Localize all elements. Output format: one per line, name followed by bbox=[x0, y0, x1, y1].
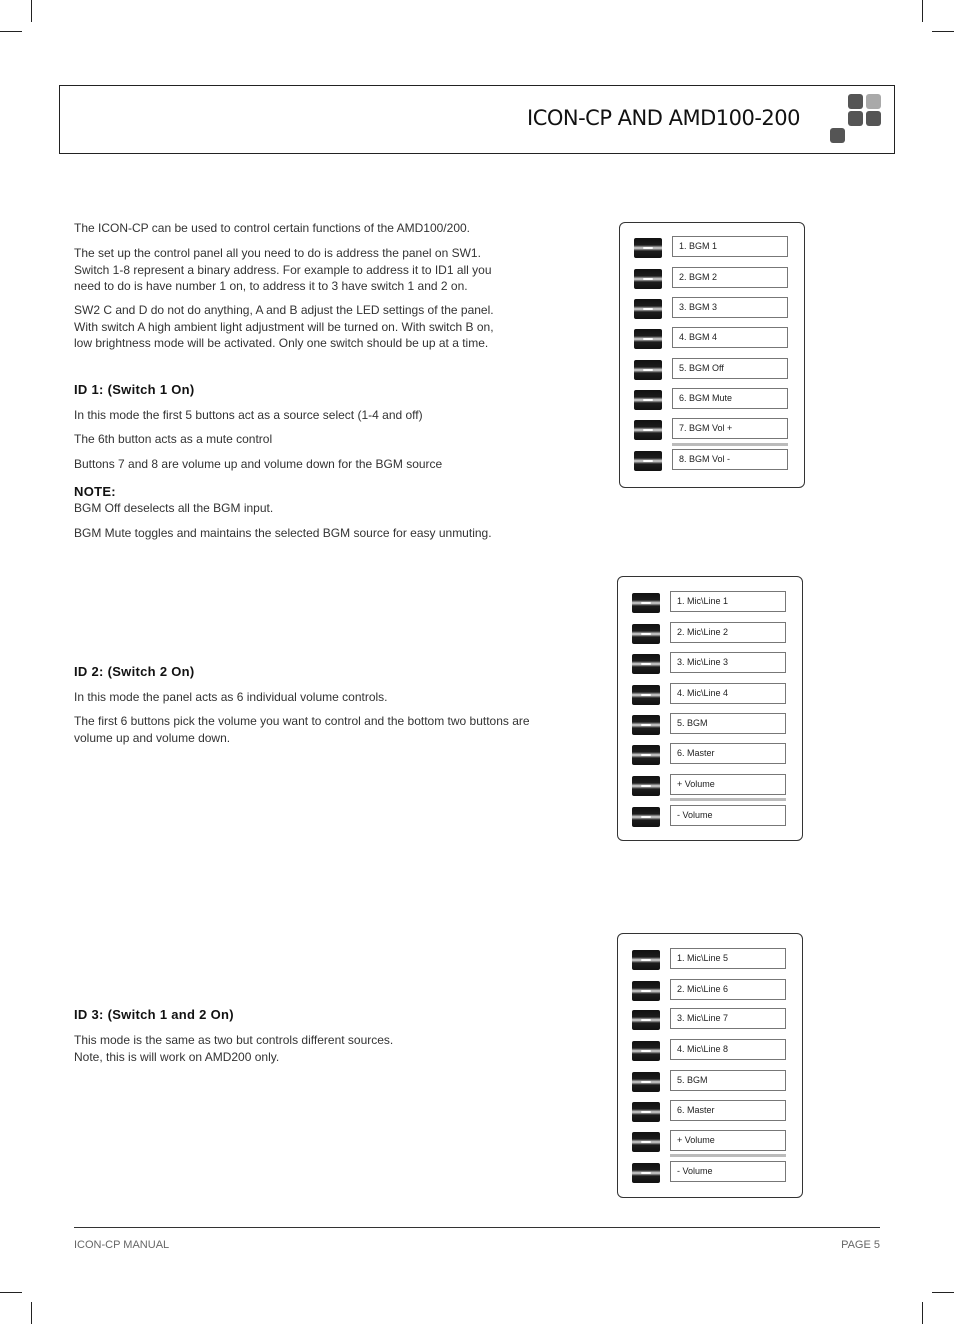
header-box bbox=[59, 85, 895, 154]
intro-paragraph-3-line-2: With switch A high ambient light adjustment will be turned on. With switch B on, bbox=[74, 319, 494, 334]
panel-row bbox=[618, 741, 802, 771]
panel-row bbox=[620, 356, 804, 386]
panel-label: + Volume bbox=[670, 1130, 786, 1151]
id3-paragraph-line-1: This mode is the same as two but controls different sources. bbox=[74, 1033, 394, 1047]
panel-row bbox=[620, 265, 804, 295]
id2-paragraph-2-line-1: The first 6 buttons pick the volume you want to control and the bottom two buttons are bbox=[74, 714, 530, 728]
panel-label: 3. BGM 3 bbox=[672, 297, 788, 318]
id1-paragraph-3: Buttons 7 and 8 are volume up and volume down for the BGM source bbox=[74, 457, 443, 471]
panel-row bbox=[618, 1159, 802, 1189]
crop-mark-top-right-h bbox=[932, 31, 954, 32]
intro-paragraph-1: The ICON-CP can be used to control certain functions of the AMD100/200. bbox=[74, 221, 470, 235]
crop-mark-bottom-right-v bbox=[922, 1302, 923, 1324]
panel-label: 6. BGM Mute bbox=[672, 388, 788, 409]
panel-button[interactable] bbox=[632, 981, 660, 1001]
note-line-2: BGM Mute toggles and maintains the selected BGM source for easy unmuting. bbox=[74, 526, 492, 540]
control-panel-id2 bbox=[617, 576, 803, 841]
panel-label: 1. Mic\Line 1 bbox=[670, 591, 786, 612]
panel-label: 4. BGM 4 bbox=[672, 327, 788, 348]
panel-label: 7. BGM Vol + bbox=[672, 418, 788, 439]
panel-button[interactable] bbox=[632, 715, 660, 735]
panel-button[interactable] bbox=[632, 1010, 660, 1030]
panel-row bbox=[618, 1068, 802, 1098]
panel-label: 2. BGM 2 bbox=[672, 267, 788, 288]
panel-button[interactable] bbox=[632, 950, 660, 970]
panel-row bbox=[618, 946, 802, 976]
panel-label: 2. Mic\Line 2 bbox=[670, 622, 786, 643]
footer-manual-name: ICON-CP MANUAL bbox=[74, 1239, 170, 1251]
panel-row bbox=[620, 295, 804, 325]
id3-heading: ID 3: (Switch 1 and 2 On) bbox=[74, 1007, 234, 1022]
panel-button[interactable] bbox=[632, 1041, 660, 1061]
panel-label: 4. Mic\Line 8 bbox=[670, 1039, 786, 1060]
panel-button[interactable] bbox=[632, 685, 660, 705]
crop-mark-bottom-right-h bbox=[932, 1292, 954, 1293]
panel-label: - Volume bbox=[670, 805, 786, 826]
panel-row bbox=[618, 681, 802, 711]
control-panel-id1 bbox=[619, 222, 805, 488]
panel-button[interactable] bbox=[632, 745, 660, 765]
intro-paragraph-2-line-3: need to do is have number 1 on, to address it to 3 have switch 1 and 2 on. bbox=[74, 279, 468, 293]
panel-button[interactable] bbox=[632, 1132, 660, 1152]
id1-paragraph-2: The 6th button acts as a mute control bbox=[74, 432, 273, 446]
note-line-1: BGM Off deselects all the BGM input. bbox=[74, 501, 274, 515]
panel-row bbox=[618, 1098, 802, 1128]
id2-paragraph-2-line-2: volume up and volume down. bbox=[74, 731, 231, 745]
panel-label: 5. BGM Off bbox=[672, 358, 788, 379]
panel-label: 5. BGM bbox=[670, 1070, 786, 1091]
id2-heading: ID 2: (Switch 2 On) bbox=[74, 664, 195, 679]
panel-row bbox=[620, 447, 804, 477]
note-heading: NOTE: bbox=[74, 484, 116, 499]
id3-paragraph-line-2: Note, this is will work on AMD200 only. bbox=[74, 1049, 280, 1064]
panel-label: 2. Mic\Line 6 bbox=[670, 979, 786, 1000]
panel-button[interactable] bbox=[634, 360, 662, 380]
crop-mark-top-left-v bbox=[31, 0, 32, 22]
panel-row bbox=[618, 803, 802, 833]
panel-button[interactable] bbox=[632, 1163, 660, 1183]
panel-row bbox=[620, 416, 804, 446]
panel-row bbox=[618, 977, 802, 1007]
panel-divider bbox=[672, 443, 788, 446]
panel-button[interactable] bbox=[634, 451, 662, 471]
panel-divider bbox=[670, 798, 786, 801]
panel-button[interactable] bbox=[634, 238, 662, 258]
panel-button[interactable] bbox=[632, 1102, 660, 1122]
panel-button[interactable] bbox=[632, 776, 660, 796]
panel-label: 4. Mic\Line 4 bbox=[670, 683, 786, 704]
panel-button[interactable] bbox=[634, 269, 662, 289]
panel-button[interactable] bbox=[634, 420, 662, 440]
crop-mark-top-left-h bbox=[0, 31, 22, 32]
panel-label: 1. BGM 1 bbox=[672, 236, 788, 257]
intro-paragraph-2-line-2: Switch 1-8 represent a binary address. For example to address it to ID1 all you bbox=[74, 262, 492, 277]
intro-paragraph-2-line-1: The set up the control panel all you need to do is address the panel on SW1. bbox=[74, 246, 481, 260]
panel-row bbox=[618, 1037, 802, 1067]
panel-label: 5. BGM bbox=[670, 713, 786, 734]
panel-row bbox=[618, 711, 802, 741]
id1-heading: ID 1: (Switch 1 On) bbox=[74, 382, 195, 397]
panel-label: 8. BGM Vol - bbox=[672, 449, 788, 470]
footer-rule bbox=[74, 1227, 880, 1228]
crop-mark-bottom-left-v bbox=[31, 1302, 32, 1324]
panel-row bbox=[620, 325, 804, 355]
panel-row bbox=[620, 234, 804, 264]
control-panel-id3 bbox=[617, 933, 803, 1198]
id2-paragraph-1: In this mode the panel acts as 6 individual volume controls. bbox=[74, 690, 388, 704]
panel-label: - Volume bbox=[670, 1161, 786, 1182]
panel-label: 3. Mic\Line 3 bbox=[670, 652, 786, 673]
id1-paragraph-1: In this mode the first 5 buttons act as a source select (1-4 and off) bbox=[74, 408, 423, 422]
logo-icon bbox=[848, 92, 884, 144]
footer-page-number: PAGE 5 bbox=[841, 1239, 880, 1251]
intro-paragraph-3-line-1: SW2 C and D do not do anything, A and B adjust the LED settings of the panel. bbox=[74, 303, 494, 317]
panel-button[interactable] bbox=[632, 593, 660, 613]
panel-button[interactable] bbox=[634, 390, 662, 410]
panel-button[interactable] bbox=[632, 654, 660, 674]
crop-mark-top-right-v bbox=[922, 0, 923, 22]
crop-mark-bottom-left-h bbox=[0, 1292, 22, 1293]
panel-label: 1. Mic\Line 5 bbox=[670, 948, 786, 969]
panel-label: + Volume bbox=[670, 774, 786, 795]
panel-divider bbox=[670, 1154, 786, 1157]
panel-button[interactable] bbox=[634, 329, 662, 349]
panel-label: 6. Master bbox=[670, 1100, 786, 1121]
intro-paragraph-3-line-3: low brightness mode will be activated. Only one switch should be up at a time. bbox=[74, 336, 489, 350]
page-title: ICON-CP AND AMD100-200 bbox=[527, 106, 800, 130]
panel-label: 3. Mic\Line 7 bbox=[670, 1008, 786, 1029]
panel-row bbox=[618, 650, 802, 680]
panel-button[interactable] bbox=[634, 299, 662, 319]
panel-row bbox=[618, 620, 802, 650]
panel-button[interactable] bbox=[632, 624, 660, 644]
panel-button[interactable] bbox=[632, 1072, 660, 1092]
panel-row bbox=[618, 1006, 802, 1036]
panel-row bbox=[618, 589, 802, 619]
panel-row bbox=[620, 386, 804, 416]
panel-label: 6. Master bbox=[670, 743, 786, 764]
panel-button[interactable] bbox=[632, 807, 660, 827]
